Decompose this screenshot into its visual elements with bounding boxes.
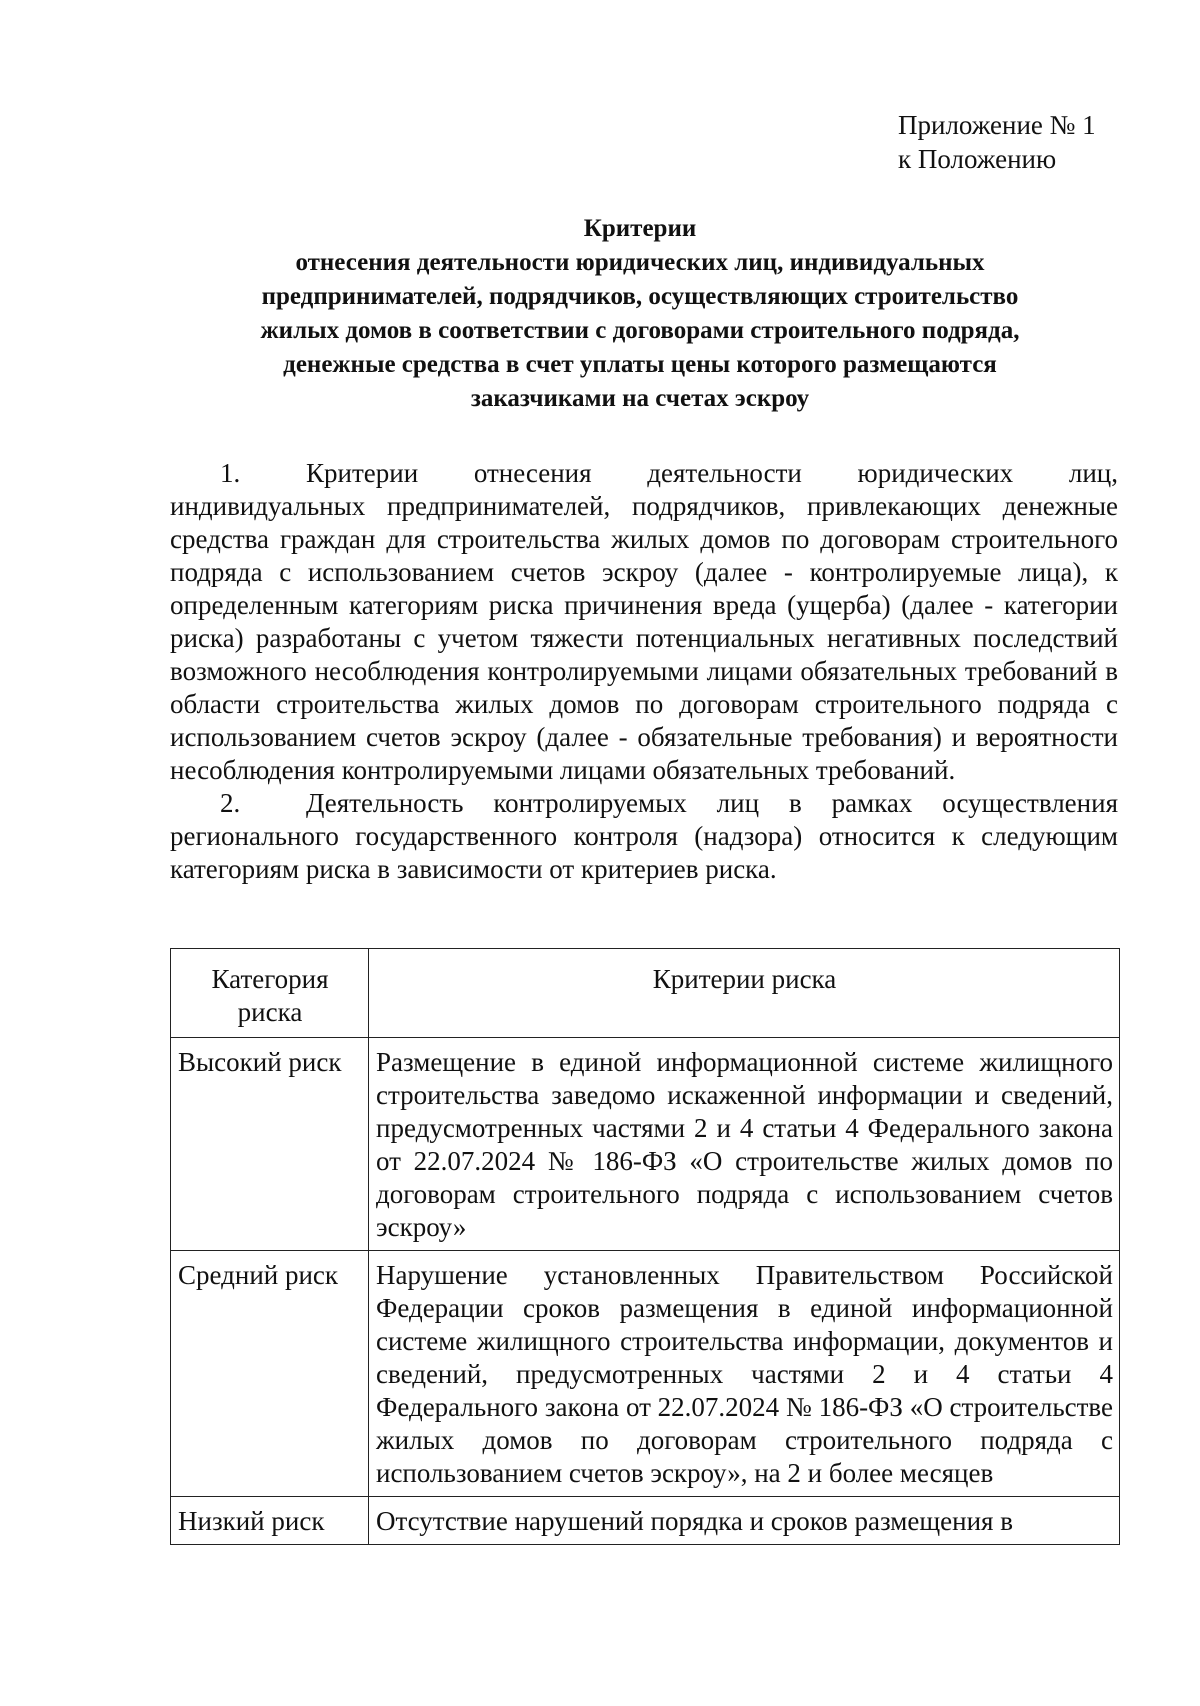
- risk-criteria-cell: Отсутствие нарушений порядка и сроков размещения в: [369, 1497, 1120, 1545]
- title-line: заказчиками на счетах эскроу: [470, 385, 810, 412]
- paragraph-number: 1.: [220, 458, 241, 488]
- header-category: Категория риска: [171, 949, 369, 1038]
- title-line: Критерии: [583, 215, 697, 242]
- paragraph-1: [170, 457, 1118, 787]
- title-line: предпринимателей, подрядчиков, осуществляющих строительство: [261, 283, 1019, 310]
- appendix-to-regulation: к Положению: [898, 144, 1057, 174]
- appendix-reference: [898, 108, 1096, 176]
- risk-category-cell: Средний риск: [171, 1251, 369, 1497]
- table-row: [171, 1038, 1120, 1251]
- title-line: жилых домов в соответствии с договорами строительного подряда,: [260, 317, 1020, 344]
- paragraph-2: [170, 787, 1118, 886]
- document-body: [170, 457, 1118, 886]
- risk-category-cell: Высокий риск: [171, 1038, 369, 1251]
- paragraph-text: Критерии отнесения деятельности юридических лиц, индивидуальных предпринимателей, подрядчиков, привлекающих денежные средства граждан для строительства жилых домов по договорам строительного подряда с использованием счетов эскроу (далее - контролируемые лица), к определенным категориям риска причинения вреда (ущерба) (далее - категории риска) разработаны с учетом тяжести потенциальных негативных последствий возможного несоблюдения контролируемыми лицами обязательных требований в области строительства жилых домов по договорам строительного подряда с использованием счетов эскроу (далее - обязательные требования) и вероятности несоблюдения контролируемыми лицами обязательных требований.: [170, 458, 1118, 785]
- table-header-row: [171, 949, 1120, 1038]
- appendix-number: Приложение № 1: [898, 110, 1096, 140]
- title-line: отнесения деятельности юридических лиц, индивидуальных: [295, 249, 985, 276]
- document-title: [170, 212, 1110, 416]
- header-criteria: Критерии риска: [369, 949, 1120, 1038]
- title-line: денежные средства в счет уплаты цены которого размещаются: [283, 351, 997, 378]
- paragraph-number: 2.: [220, 788, 241, 818]
- risk-criteria-cell: Размещение в единой информационной системе жилищного строительства заведомо искаженной информации и сведений, предусмотренных частями 2 и 4 статьи 4 Федерального закона от 22.07.2024 № 186-ФЗ «О строительстве жилых домов по договорам строительного подряда с использованием счетов эскроу»: [369, 1038, 1120, 1251]
- table-row: [171, 1497, 1120, 1545]
- risk-criteria-cell: Нарушение установленных Правительством Российской Федерации сроков размещения в единой информационной системе жилищного строительства информации, документов и сведений, предусмотренных частями 2 и 4 статьи 4 Федерального закона от 22.07.2024 № 186-ФЗ «О строительстве жилых домов по договорам строительного подряда с использованием счетов эскроу», на 2 и более месяцев: [369, 1251, 1120, 1497]
- paragraph-text: Деятельность контролируемых лиц в рамках осуществления регионального государственного контроля (надзора) относится к следующим категориям риска в зависимости от критериев риска.: [170, 788, 1118, 884]
- table-row: [171, 1251, 1120, 1497]
- risk-category-cell: Низкий риск: [171, 1497, 369, 1545]
- risk-criteria-table: [170, 948, 1120, 1545]
